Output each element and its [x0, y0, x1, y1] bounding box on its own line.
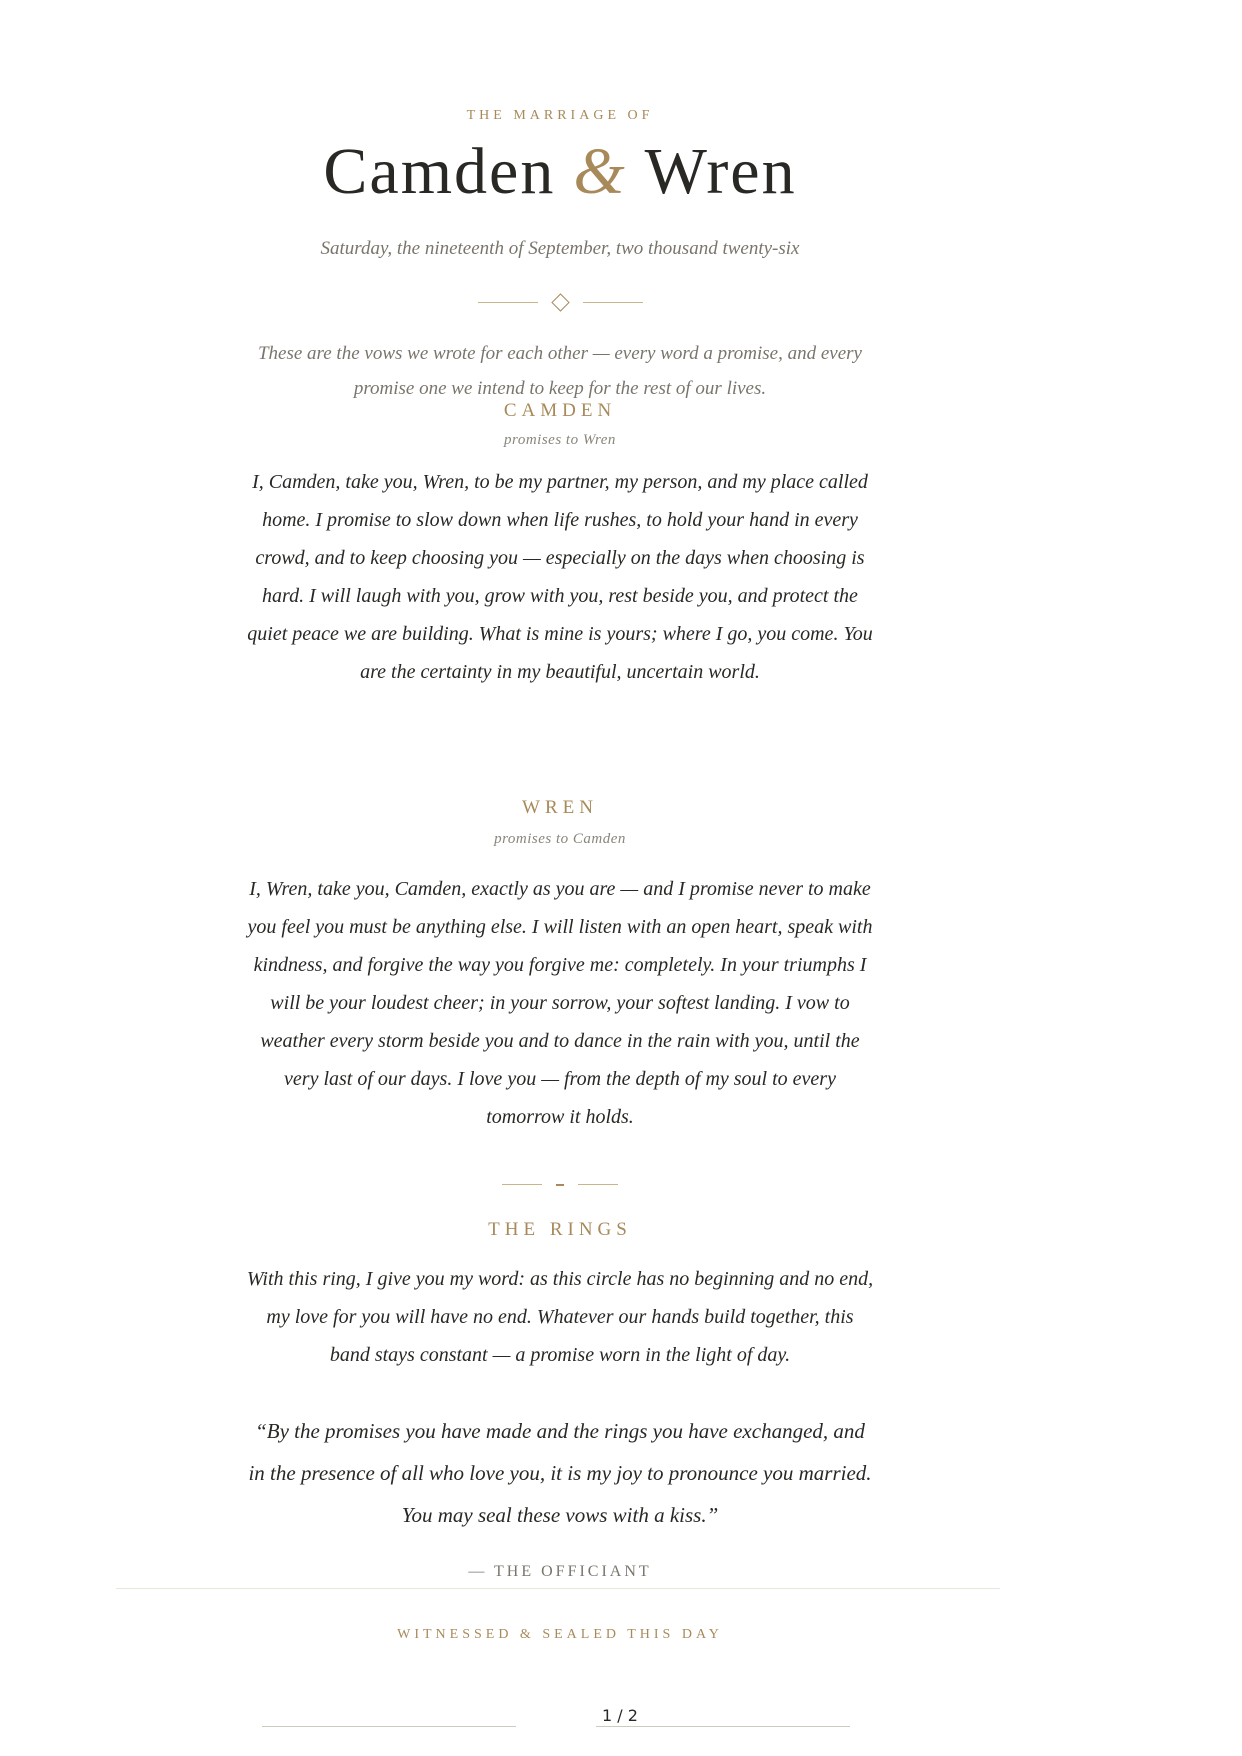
divider-line-right [578, 1184, 618, 1185]
vow-heading-wren: WREN [522, 797, 598, 818]
rings-text: With this ring, I give you my word: as this circle has no beginning and no end, my love for you will have no end. Whatever our hands build together, this band stays constant — a promise worn in the light of day. [246, 1268, 874, 1366]
section-divider [0, 1184, 1120, 1186]
ornament-line-left [478, 302, 538, 303]
vow-subtitle-camden: promises to Wren [504, 432, 616, 448]
wedding-date: Saturday, the nineteenth of September, two thousand twenty-six [320, 238, 800, 259]
ampersand: & [573, 135, 627, 208]
pronouncement-quote: “By the promises you have made and the rings you have exchanged, and in the presence of all who love you, it is my joy to pronounce you married. You may seal these vows with a kiss.” [248, 1419, 872, 1527]
witness-label: WITNESSED & SEALED THIS DAY [397, 1627, 723, 1642]
rings-heading: THE RINGS [488, 1219, 632, 1240]
signature-line-left [262, 1726, 516, 1727]
intro-text: These are the vows we wrote for each other — every word a promise, and every promise one we intend to keep for the rest of our lives. [257, 343, 862, 399]
page-indicator: 1 / 2 [602, 1706, 638, 1725]
vow-text-camden: I, Camden, take you, Wren, to be my partner, my person, and my place called home. I promise to slow down when life rushes, to hold your hand in every crowd, and to keep choosing you — especially on the days when choosing is hard. I will laugh with you, grow with you, rest beside you, and protect the quiet peace we are building. What is mine is yours; where I go, you come. You are the certainty in my beautiful, uncertain world. [247, 471, 873, 683]
eyebrow-label: THE MARRIAGE OF [466, 108, 654, 123]
vow-subtitle-wren: promises to Camden [494, 831, 626, 847]
divider-line-left [502, 1184, 542, 1185]
vow-text-wren: I, Wren, take you, Camden, exactly as you are — and I promise never to make you feel you must be anything else. I will listen with an open heart, speak with kindness, and forgive the way you forgive me: completely. In your triumphs I will be your loudest cheer; in your sorrow, your softest landing. I vow to weather every storm beside you and to dance in the rain with you, until the very last of our days. I love you — from the depth of my soul to every tomorrow it holds. [247, 878, 873, 1128]
ornament-line-right [583, 302, 643, 303]
diamond-ornament [0, 296, 1120, 309]
signature-line-right [596, 1726, 850, 1727]
couple-title [0, 132, 1120, 212]
divider-dash [556, 1184, 564, 1186]
officiant-attribution: — THE OFFICIANT [468, 1563, 652, 1580]
name-one: Camden [323, 135, 556, 208]
name-two: Wren [644, 135, 797, 208]
diamond-icon [551, 293, 569, 311]
vow-heading-camden: CAMDEN [503, 400, 617, 421]
horizontal-rule [116, 1588, 1000, 1589]
